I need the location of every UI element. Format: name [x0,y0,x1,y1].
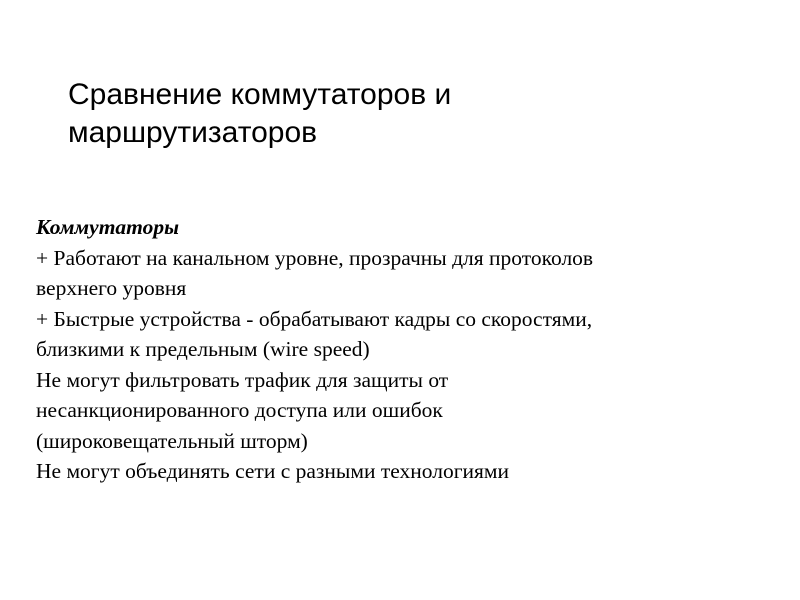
body-line: несанкционированного доступа или ошибок [36,398,443,422]
body-line: + Работают на канальном уровне, прозрачны для протоколов [36,245,594,270]
slide-title-line-2: маршрутизаторов [68,116,318,149]
body-line: верхнего уровня [36,276,187,300]
body-line: + Быстрые устройства - обрабатывают кадры со скоростями, [36,306,593,331]
body-line: близкими к предельным (wire speed) [36,337,370,361]
body-line: Не могут объединять сети с разными технологиями [36,459,510,483]
slide-title [68,76,628,152]
body-line: Не могут фильтровать трафик для защиты от [36,367,449,392]
body-line: (широковещательный шторм) [36,428,308,453]
section-heading: Коммутаторы [36,215,180,239]
slide-body [36,212,776,487]
slide-title-line-1: Сравнение коммутаторов и [68,78,452,111]
